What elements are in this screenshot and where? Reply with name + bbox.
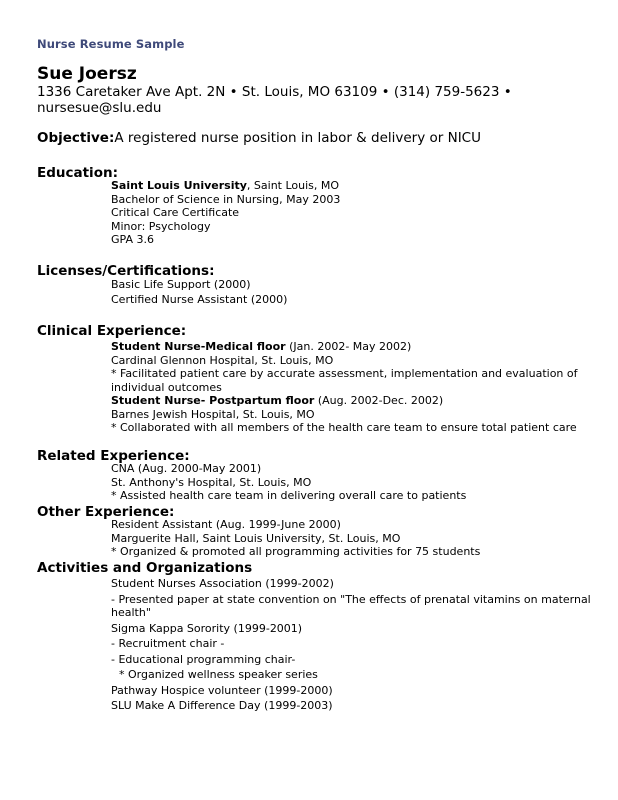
activity-item: Pathway Hospice volunteer (1999-2000) (111, 683, 333, 697)
job-place: Cardinal Glennon Hospital, St. Louis, MO (111, 353, 334, 367)
license-item: Certified Nurse Assistant (2000) (111, 292, 288, 306)
other-heading: Other Experience: (37, 504, 175, 520)
activity-detail: - Presented paper at state convention on "The effects of prenatal vitamins on maternal health" (111, 592, 591, 619)
activity-subdetail: * Organized wellness speaker series (119, 668, 318, 681)
other-detail: * Organized & promoted all programming activities for 75 students (111, 545, 481, 558)
job-detail: * Facilitated patient care by accurate assessment, implementation and evaluation of individual outcomes (111, 367, 578, 394)
other-place: Marguerite Hall, Saint Louis University, St. Louis, MO (111, 531, 401, 545)
licenses-section (111, 278, 591, 306)
other-role: Resident Assistant (Aug. 1999-June 2000) (111, 518, 341, 531)
clinical-job-2 (111, 394, 591, 408)
school-location: , Saint Louis, MO (246, 179, 340, 192)
education-minor: Minor: Psychology (111, 219, 211, 233)
job-detail: * Collaborated with all members of the health care team to ensure total patient care (111, 421, 577, 434)
activity-item: Student Nurses Association (1999-2002) (111, 577, 334, 590)
objective (37, 130, 481, 146)
job-title: Student Nurse- Postpartum floor (111, 394, 315, 407)
other-section (111, 518, 591, 559)
education-school (111, 179, 591, 193)
license-item: Basic Life Support (2000) (111, 278, 251, 291)
clinical-section (111, 340, 591, 435)
activity-detail: - Educational programming chair- (111, 652, 296, 666)
education-gpa: GPA 3.6 (111, 233, 154, 246)
candidate-name: Sue Joersz (37, 64, 137, 84)
activities-heading: Activities and Organizations (37, 560, 253, 576)
education-degree: Bachelor of Science in Nursing, May 2003 (111, 192, 341, 206)
education-heading: Education: (37, 165, 118, 181)
objective-text: A registered nurse position in labor & delivery or NICU (114, 130, 481, 146)
job-dates: (Aug. 2002-Dec. 2002) (314, 394, 444, 407)
clinical-job-1 (111, 340, 591, 354)
job-title: Student Nurse-Medical floor (111, 340, 286, 353)
related-place: St. Anthony's Hospital, St. Louis, MO (111, 475, 312, 489)
job-place: Barnes Jewish Hospital, St. Louis, MO (111, 407, 315, 421)
document-label: Nurse Resume Sample (37, 37, 185, 51)
education-section (111, 179, 591, 247)
school-name: Saint Louis University (111, 179, 247, 192)
job-dates: (Jan. 2002- May 2002) (285, 340, 412, 353)
education-certificate: Critical Care Certificate (111, 206, 240, 219)
objective-label: Objective: (37, 130, 115, 146)
activities-section (111, 576, 591, 714)
related-detail: * Assisted health care team in delivering overall care to patients (111, 489, 467, 502)
related-role: CNA (Aug. 2000-May 2001) (111, 462, 262, 475)
related-heading: Related Experience: (37, 448, 190, 464)
contact-info: 1336 Caretaker Ave Apt. 2N • St. Louis, MO 63109 • (314) 759-5623 • nursesue@slu.edu (37, 84, 512, 116)
activity-detail: - Recruitment chair - (111, 637, 225, 650)
related-section (111, 462, 591, 503)
activity-item: Sigma Kappa Sorority (1999-2001) (111, 621, 303, 635)
licenses-heading: Licenses/Certifications: (37, 263, 215, 279)
activity-item: SLU Make A Difference Day (1999-2003) (111, 699, 333, 712)
clinical-heading: Clinical Experience: (37, 323, 187, 339)
